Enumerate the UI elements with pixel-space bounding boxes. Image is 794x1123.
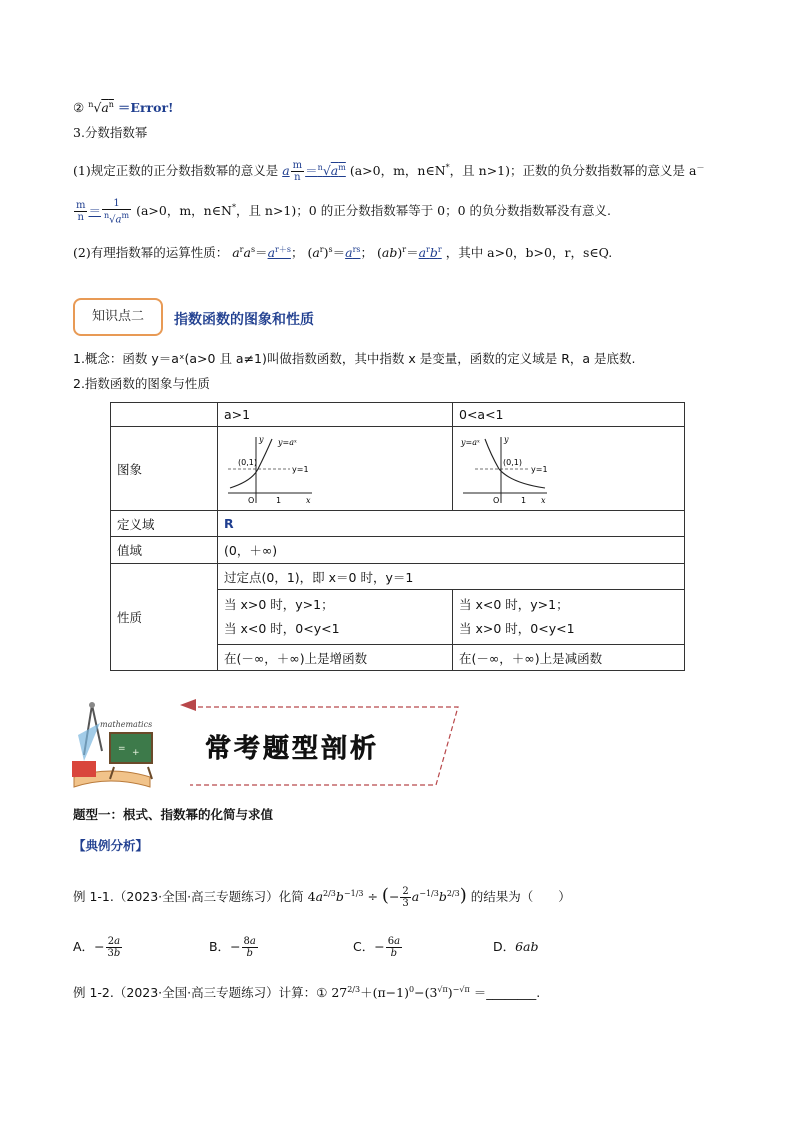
graph-row xyxy=(111,427,685,511)
option-a[interactable]: A．− $\frac{2a}{3b}$ xyxy=(73,936,121,959)
origin-label: O xyxy=(248,495,255,505)
domain-row xyxy=(111,511,685,537)
option-d-value: 6ab xyxy=(515,939,539,954)
svg-text:=: = xyxy=(118,744,126,754)
error-text: ＝Error! xyxy=(117,100,174,116)
text-segment: ，其中 a>0，b>0，r，s∈Q. xyxy=(445,245,613,261)
y-axis-label: y xyxy=(504,434,509,444)
example-1-1-expression: $4a^{2/3}b^{-1/3}$ ÷ (− $\frac{2}{3}$ $a^{-1/3}b^{2/3}$) xyxy=(307,885,467,910)
text-segment: (a>0，m，n∈N xyxy=(349,163,446,179)
banner-deco-text: mathematics xyxy=(100,720,153,729)
math-illustration-icon xyxy=(72,702,152,787)
text-segment: ，且 n>1)；正数的负分数指数幂的意义是 a xyxy=(449,163,697,179)
banner-title: 常考题型剖析 xyxy=(205,734,380,764)
point-label: (0,1) xyxy=(238,457,257,467)
circled-number: ② xyxy=(73,100,85,116)
text-segment: ，且 n>1)；0 的正分数指数幂等于 0；0 的负分数指数幂没有意义. xyxy=(235,203,612,219)
fraction-exponent-heading: 3.分数指数幂 xyxy=(73,125,148,140)
knowledge-point-badge: 知识点二 xyxy=(73,298,163,336)
increasing-text: 在(－∞，＋∞)上是增函数 xyxy=(218,645,453,671)
example-1-2 xyxy=(73,982,540,1001)
example-1-1-prefix: 例 1-1.（2023·全国·高三专题练习）化简 xyxy=(73,889,304,905)
table-header-row xyxy=(111,403,685,427)
point-label: (0,1) xyxy=(503,457,522,467)
a-m-over-n-expr: a $\frac{m}{n}$ $=^n√a^m$ xyxy=(282,160,346,184)
negative-exponent-expr: $\frac{m}{n}$ ＝ $\frac{1}{^n√a^m}$ xyxy=(76,198,130,226)
rule-power: $(a^r)^s=a^{rs}$ xyxy=(307,245,361,261)
table-cell-empty xyxy=(111,403,218,427)
text-segment: (2)有理指数幂的运算性质： xyxy=(73,245,229,261)
option-c-label: C． xyxy=(352,939,375,954)
header-a-between: 0<a<1 xyxy=(453,403,685,427)
nth-root-expr: $^n√a^n$ xyxy=(88,100,114,116)
prop-text: 当 x>0 时，0<y<1 xyxy=(459,621,575,636)
negative-fraction-definition: $\frac{m}{n}$ ＝ $\frac{1}{^n√a^m}$ (a>0，m，n∈N*，且 n>1)；0 的正分数指数幂等于 0；0 的负分数指数幂没有意义. xyxy=(73,198,611,225)
banner-arrow-icon xyxy=(180,699,196,711)
domain-value: R xyxy=(218,511,685,537)
row-label-props: 性质 xyxy=(111,564,218,671)
option-d[interactable] xyxy=(493,937,539,955)
example-1-2-prefix: 例 1-2.（2023·全国·高三专题练习）计算：① xyxy=(73,985,328,1001)
answer-blank[interactable]: ＝________. xyxy=(473,985,541,1001)
example-1-1-options xyxy=(73,936,539,959)
row-label-range: 值域 xyxy=(111,537,218,564)
curve-label: y=aˣ xyxy=(278,437,297,447)
option-a-label: A． xyxy=(73,939,95,954)
header-a-greater-1: a>1 xyxy=(218,403,453,427)
example-1-1 xyxy=(73,886,571,909)
range-value: (0，＋∞) xyxy=(218,537,685,564)
option-b-label: B． xyxy=(208,939,231,954)
graph-increasing xyxy=(224,433,316,505)
example-1-2-expression: $27^{2/3}+(\pi-1)^0-(3^{√\pi})^{-√\pi}$ xyxy=(331,985,470,1001)
option-d-label: D． xyxy=(492,939,516,954)
example-analysis-heading: 【典例分析】 xyxy=(73,838,149,853)
y-axis-label: y xyxy=(259,434,264,444)
fixed-point-row xyxy=(111,564,685,590)
knowledge-point-title: 指数函数的图象和性质 xyxy=(174,312,314,328)
origin-label: O xyxy=(493,495,500,505)
operation-properties: (2)有理指数幂的运算性质： $a^ra^s=a^{r+s}$； $(a^r)^s=a^{rs}$； $(ab)^r=a^rb^r$ ，其中 a>0，b>0，r，s∈Q. xyxy=(73,245,613,261)
prop-text: 当 x<0 时，0<y<1 xyxy=(224,621,340,636)
y1-label: y=1 xyxy=(292,464,309,474)
concept-line: 1.概念：函数 y＝aˣ(a>0 且 a≠1)叫做指数函数，其中指数 x 是变量，函数的定义域是 R，a 是底数. xyxy=(73,351,636,366)
fixed-point-text: 过定点(0，1)，即 x＝0 时，y＝1 xyxy=(218,564,685,590)
sign-decreasing xyxy=(453,590,685,645)
graph-decreasing xyxy=(459,433,551,505)
tick-1-label: 1 xyxy=(521,495,527,505)
x-axis-label: x xyxy=(306,495,311,505)
graph-decreasing-cell xyxy=(453,427,685,511)
option-c[interactable]: C．− $\frac{6a}{b}$ xyxy=(352,936,401,959)
curve-label: y=aˣ xyxy=(461,437,480,447)
rule-ab: $(ab)^r=a^rb^r$ xyxy=(377,245,442,261)
text-segment: (1)规定正数的正分数指数幂的意义是 xyxy=(73,163,279,179)
prop-text: 当 x>0 时，y>1； xyxy=(224,597,334,612)
svg-text:+: + xyxy=(132,748,140,758)
text-segment: (a>0，m，n∈N xyxy=(136,203,232,219)
example-1-1-suffix: 的结果为（ ） xyxy=(470,889,571,905)
sign-increasing xyxy=(218,590,453,645)
graph-properties-heading: 2.指数函数的图象与性质 xyxy=(73,376,210,391)
exponential-properties-table xyxy=(110,402,685,671)
row-label-domain: 定义域 xyxy=(111,511,218,537)
option-b[interactable]: B．− $\frac{8a}{b}$ xyxy=(208,936,256,959)
graph-increasing-cell xyxy=(218,427,453,511)
decreasing-text: 在(－∞，＋∞)上是减函数 xyxy=(453,645,685,671)
tick-1-label: 1 xyxy=(276,495,282,505)
rule-product: $a^ra^s=a^{r+s}$ xyxy=(232,245,291,261)
question-type-heading: 题型一：根式、指数幂的化简与求值 xyxy=(73,807,274,822)
range-row xyxy=(111,537,685,564)
row-label-graph: 图象 xyxy=(111,427,218,511)
positive-fraction-definition: (1)规定正数的正分数指数幂的意义是 a $\frac{m}{n}$ $=^n√a^m$ (a>0，m，n∈N*，且 n>1)；正数的负分数指数幂的意义是 a－ xyxy=(73,160,705,184)
y1-label: y=1 xyxy=(531,464,548,474)
x-axis-label: x xyxy=(541,495,546,505)
prop-text: 当 x<0 时，y>1； xyxy=(459,597,569,612)
radical-line xyxy=(73,97,174,116)
